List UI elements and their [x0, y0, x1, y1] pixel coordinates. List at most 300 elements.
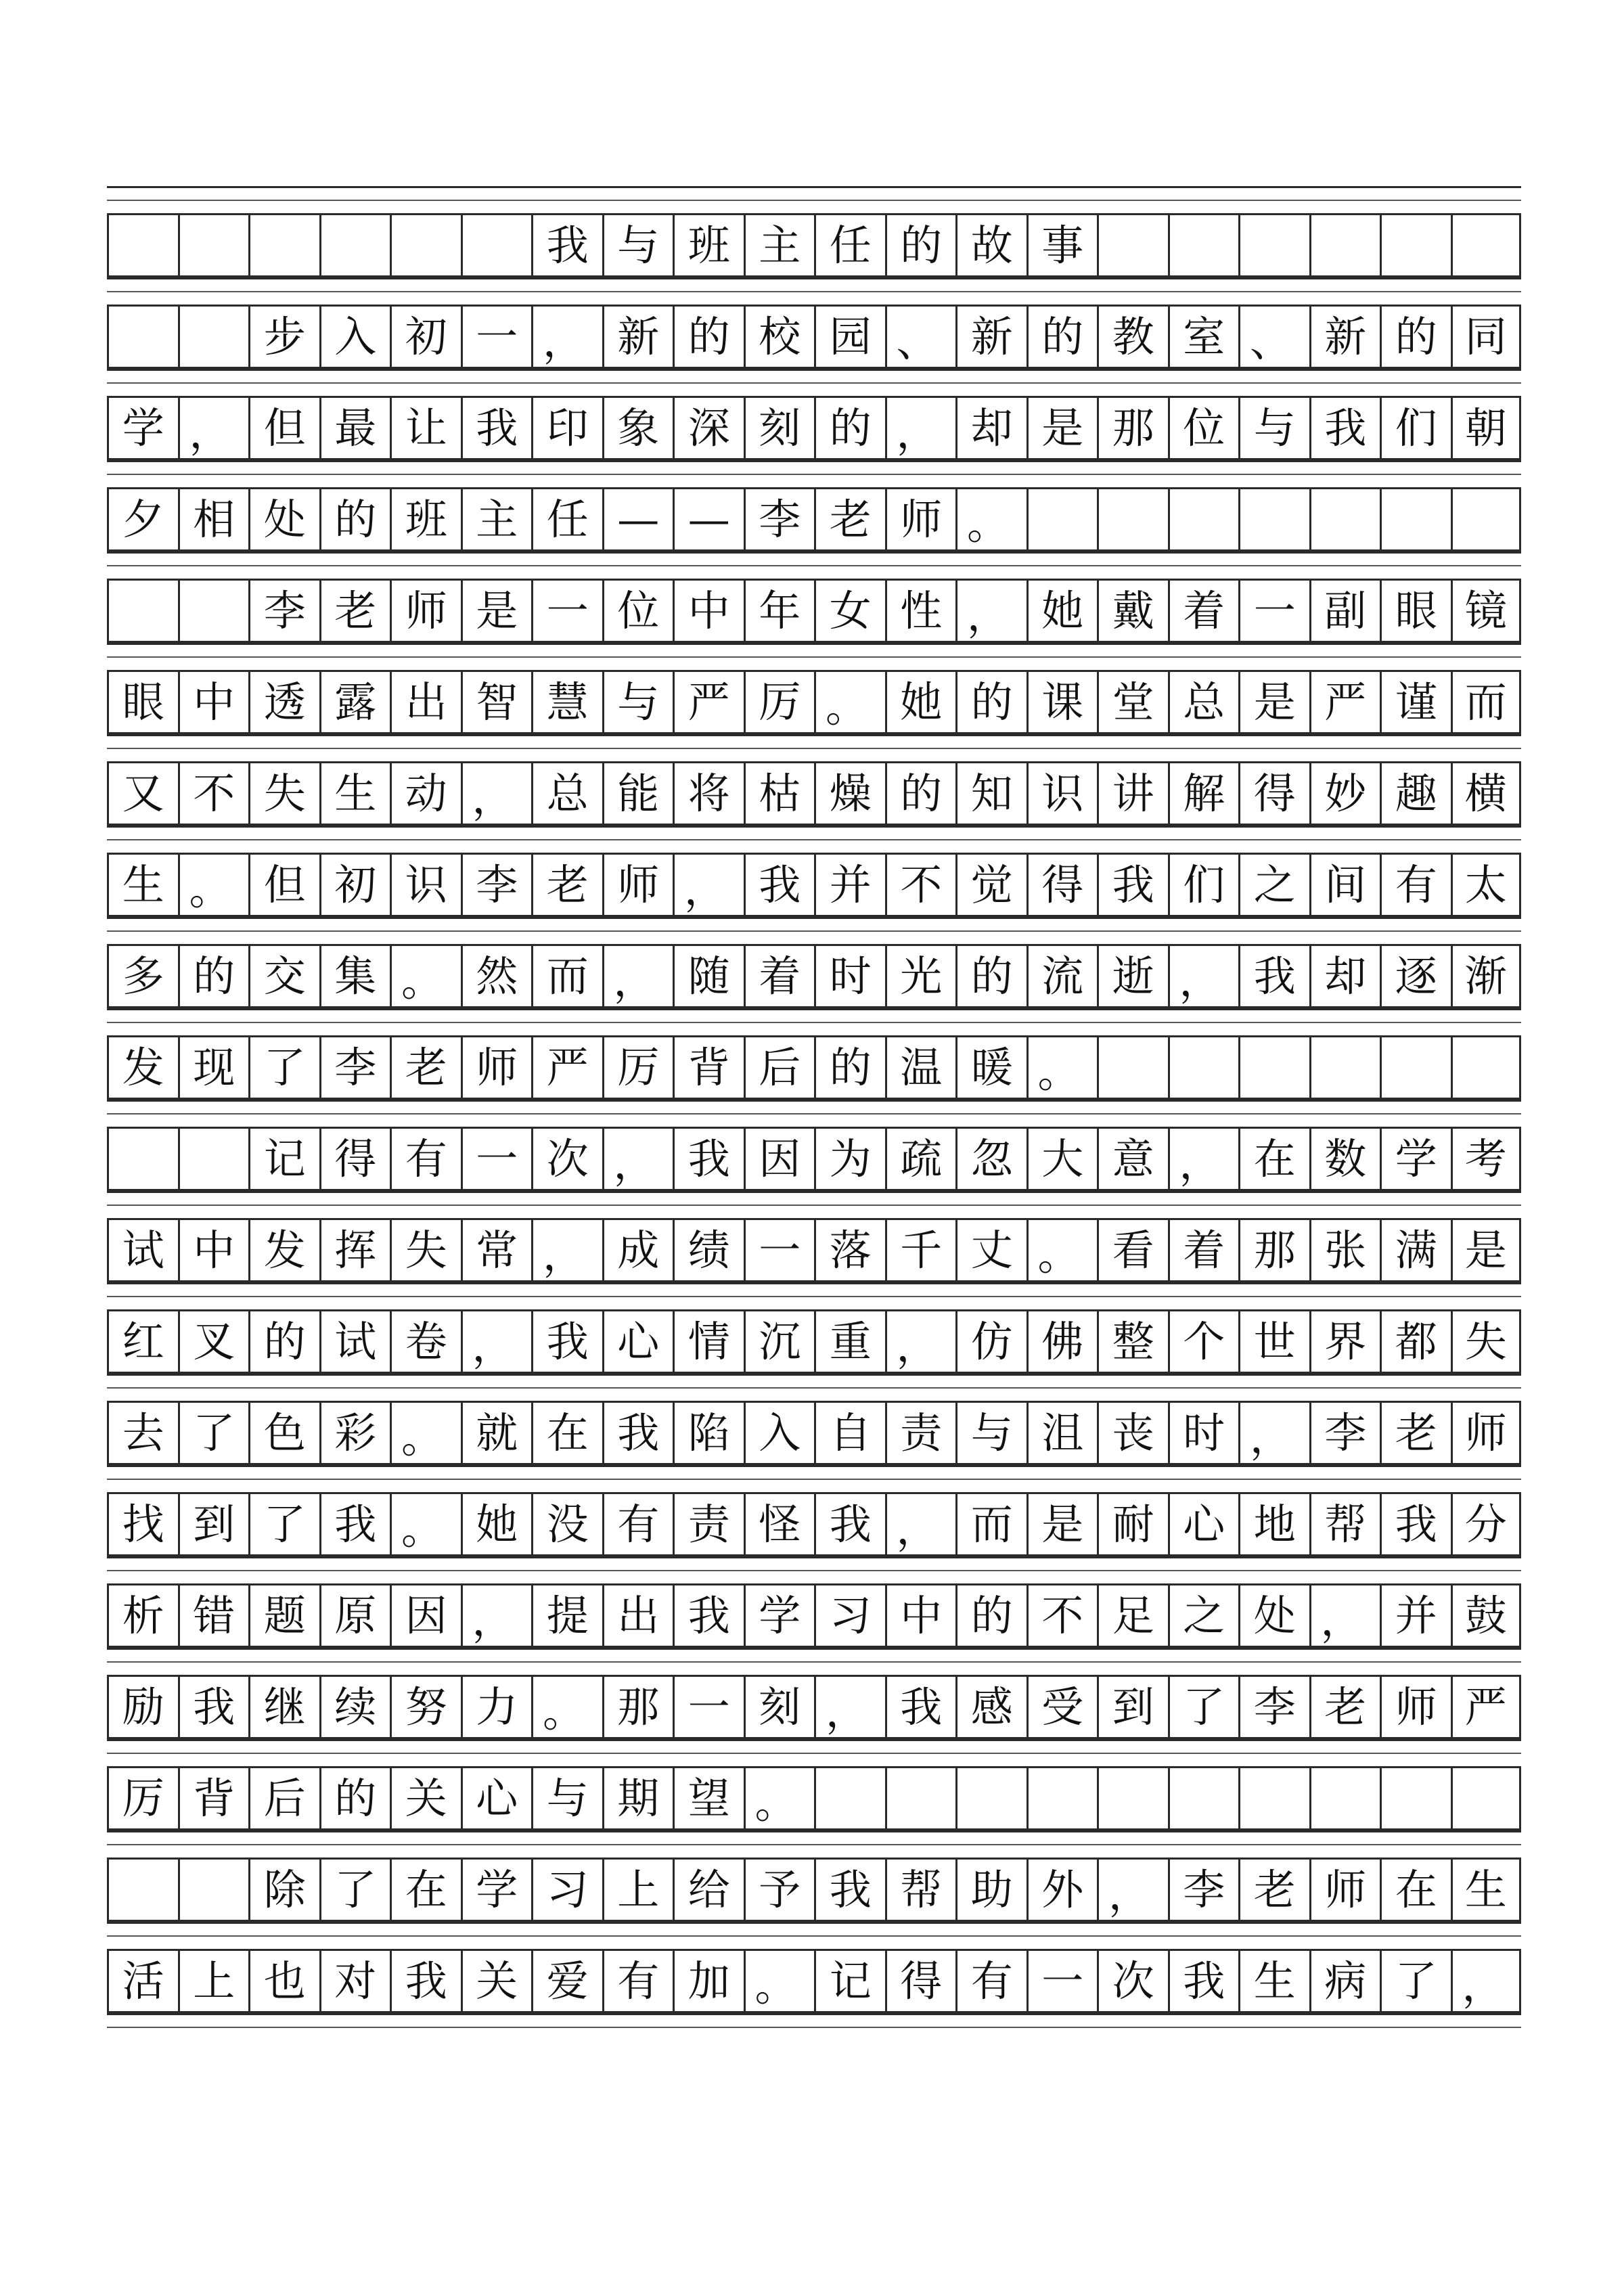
spacer-line [107, 291, 1521, 292]
grid-cell: 有 [390, 1129, 461, 1189]
grid-cell: 续 [319, 1677, 390, 1737]
grid-cell: 出 [390, 672, 461, 732]
grid-cell: 学 [1380, 1129, 1451, 1189]
grid-cell: 期 [602, 1768, 673, 1828]
grid-row [107, 1309, 1521, 1374]
grid-cell: 给 [673, 1860, 744, 1920]
grid-cell: 的 [814, 1037, 885, 1098]
grid-cell [1451, 1037, 1522, 1098]
grid-cell [1097, 489, 1168, 549]
grid-cell: 鼓 [1451, 1585, 1522, 1646]
row-spacer-band [107, 1739, 1521, 1766]
spacer-line [107, 565, 1521, 566]
grid-cell: 我 [885, 1677, 956, 1737]
grid-cell [248, 215, 319, 275]
grid-cell: 现 [178, 1037, 249, 1098]
grid-cell: 我 [1380, 1494, 1451, 1554]
grid-cell: 界 [1309, 1311, 1380, 1372]
grid-cell: 一 [1238, 581, 1309, 641]
grid-cell: 去 [107, 1403, 178, 1463]
grid-row [107, 1035, 1521, 1100]
grid-cell: ， [531, 1220, 602, 1280]
grid-cell: 位 [1168, 398, 1239, 458]
grid-cell: 。 [955, 489, 1027, 549]
spacer-line [107, 1844, 1521, 1845]
grid-cell: 的 [1027, 307, 1098, 367]
spacer-line [107, 474, 1521, 475]
grid-cell: 析 [107, 1585, 178, 1646]
grid-cell: 学 [744, 1585, 815, 1646]
spacer-line [107, 1935, 1521, 1937]
grid-cell: 关 [461, 1951, 532, 2011]
grid-cell: 整 [1097, 1311, 1168, 1372]
grid-cell: 但 [248, 855, 319, 915]
grid-cell: 。 [744, 1951, 815, 2011]
grid-cell: 然 [461, 946, 532, 1006]
grid-cell: 新 [955, 307, 1027, 367]
grid-row [107, 1492, 1521, 1556]
grid-cell: 园 [814, 307, 885, 367]
grid-cell: 在 [390, 1860, 461, 1920]
grid-cell: 情 [673, 1311, 744, 1372]
grid-cell: 次 [531, 1129, 602, 1189]
grid-cell [1238, 215, 1309, 275]
grid-cell: 初 [390, 307, 461, 367]
grid-cell: 交 [248, 946, 319, 1006]
grid-cell: 失 [248, 763, 319, 824]
grid-cell: 师 [461, 1037, 532, 1098]
grid-cell: 试 [319, 1311, 390, 1372]
grid-cell: 我 [531, 215, 602, 275]
grid-cell: 后 [744, 1037, 815, 1098]
grid-cell: 故 [955, 215, 1027, 275]
grid-cell: 多 [107, 946, 178, 1006]
spacer-line [107, 930, 1521, 932]
grid-cell: 枯 [744, 763, 815, 824]
grid-cell: 。 [744, 1768, 815, 1828]
spacer-line [107, 382, 1521, 384]
grid-cell: 发 [248, 1220, 319, 1280]
grid-row [107, 396, 1521, 460]
row-spacer-band [107, 1465, 1521, 1492]
grid-cell: 堂 [1097, 672, 1168, 732]
grid-cell: 老 [390, 1037, 461, 1098]
grid-cell: 的 [885, 763, 956, 824]
grid-cell: 严 [531, 1037, 602, 1098]
grid-cell: 却 [1309, 946, 1380, 1006]
grid-cell: 了 [319, 1860, 390, 1920]
grid-cell: ， [461, 763, 532, 824]
grid-cell [1097, 1037, 1168, 1098]
grid-cell: 助 [955, 1860, 1027, 1920]
grid-cell [1380, 1768, 1451, 1828]
grid-cell: 原 [319, 1585, 390, 1646]
grid-cell: 满 [1380, 1220, 1451, 1280]
grid-cell: 仿 [955, 1311, 1027, 1372]
grid-cell: 室 [1168, 307, 1239, 367]
grid-cell: 我 [673, 1129, 744, 1189]
grid-cell: 为 [814, 1129, 885, 1189]
grid-cell: ， [673, 855, 744, 915]
row-spacer-band [107, 917, 1521, 944]
grid-cell: 燥 [814, 763, 885, 824]
grid-cell: 教 [1097, 307, 1168, 367]
grid-cell [107, 307, 178, 367]
grid-cell: ， [1309, 1585, 1380, 1646]
grid-cell: 记 [814, 1951, 885, 2011]
grid-row [107, 1949, 1521, 2013]
grid-cell [1097, 215, 1168, 275]
grid-cell: 生 [1238, 1951, 1309, 2011]
grid-cell: 予 [744, 1860, 815, 1920]
grid-cell: 我 [319, 1494, 390, 1554]
grid-cell: 师 [885, 489, 956, 549]
grid-cell: 学 [461, 1860, 532, 1920]
grid-cell: 责 [885, 1403, 956, 1463]
grid-cell: 的 [955, 1585, 1027, 1646]
grid-cell: 与 [602, 672, 673, 732]
grid-cell: 中 [673, 581, 744, 641]
grid-cell: 受 [1027, 1677, 1098, 1737]
grid-cell: 李 [744, 489, 815, 549]
grid-cell: 在 [1380, 1860, 1451, 1920]
grid-cell: 的 [673, 307, 744, 367]
grid-cell: 却 [955, 398, 1027, 458]
grid-cell: 加 [673, 1951, 744, 2011]
grid-cell: 失 [1451, 1311, 1522, 1372]
grid-cell: 温 [885, 1037, 956, 1098]
title-row [107, 213, 1521, 277]
grid-cell: 识 [1027, 763, 1098, 824]
grid-row [107, 761, 1521, 826]
grid-cell: 的 [248, 1311, 319, 1372]
grid-cell: 入 [744, 1403, 815, 1463]
grid-cell: 我 [1309, 398, 1380, 458]
grid-cell [1027, 489, 1098, 549]
grid-cell: 与 [531, 1768, 602, 1828]
grid-cell: 了 [1380, 1951, 1451, 2011]
grid-cell: 那 [1238, 1220, 1309, 1280]
grid-cell: 之 [1168, 1585, 1239, 1646]
grid-cell: 感 [955, 1677, 1027, 1737]
grid-cell: 之 [1238, 855, 1309, 915]
grid-cell: 。 [1027, 1220, 1098, 1280]
grid-cell: 老 [531, 855, 602, 915]
grid-cell: 班 [390, 489, 461, 549]
grid-cell: 找 [107, 1494, 178, 1554]
grid-cell: 不 [178, 763, 249, 824]
grid-cell: 流 [1027, 946, 1098, 1006]
grid-cell: 帮 [885, 1860, 956, 1920]
grid-cell: 中 [178, 1220, 249, 1280]
grid-cell: ， [1097, 1860, 1168, 1920]
spacer-line [107, 1387, 1521, 1389]
grid-cell: 爱 [531, 1951, 602, 2011]
grid-cell: 性 [885, 581, 956, 641]
grid-cell: 叉 [178, 1311, 249, 1372]
grid-cell: 不 [885, 855, 956, 915]
grid-cell: 都 [1380, 1311, 1451, 1372]
grid-cell: 深 [673, 398, 744, 458]
grid-cell: 识 [390, 855, 461, 915]
grid-cell: ， [602, 946, 673, 1006]
grid-row [107, 1858, 1521, 1922]
grid-cell: 我 [602, 1403, 673, 1463]
grid-cell: ， [178, 398, 249, 458]
grid-cell: 考 [1451, 1129, 1522, 1189]
grid-cell: 并 [814, 855, 885, 915]
grid-cell: 师 [1380, 1677, 1451, 1737]
grid-cell [319, 215, 390, 275]
grid-cell: 到 [178, 1494, 249, 1554]
grid-cell: 。 [1027, 1037, 1098, 1098]
grid-cell: 中 [178, 672, 249, 732]
grid-cell: 彩 [319, 1403, 390, 1463]
grid-cell: 学 [107, 398, 178, 458]
grid-cell [814, 1768, 885, 1828]
grid-cell: 怪 [744, 1494, 815, 1554]
grid-cell [1380, 489, 1451, 549]
grid-cell: 责 [673, 1494, 744, 1554]
grid-cell: 丧 [1097, 1403, 1168, 1463]
grid-cell: 我 [1238, 946, 1309, 1006]
grid-cell: 因 [390, 1585, 461, 1646]
grid-cell: 李 [248, 581, 319, 641]
grid-cell: 我 [178, 1677, 249, 1737]
row-spacer-band [107, 734, 1521, 761]
grid-cell: 得 [319, 1129, 390, 1189]
grid-cell: 在 [1238, 1129, 1309, 1189]
grid-cell: 任 [531, 489, 602, 549]
grid-cell: 佛 [1027, 1311, 1098, 1372]
grid-cell: 印 [531, 398, 602, 458]
grid-cell: 。 [814, 672, 885, 732]
row-spacer-band [107, 1922, 1521, 1949]
grid-cell: 眼 [107, 672, 178, 732]
grid-row [107, 1127, 1521, 1191]
grid-cell: ， [814, 1677, 885, 1737]
grid-cell: 了 [248, 1037, 319, 1098]
grid-cell: 校 [744, 307, 815, 367]
spacer-line [107, 1661, 1521, 1663]
writing-grid [107, 186, 1521, 2092]
grid-cell: 镜 [1451, 581, 1522, 641]
grid-cell: 提 [531, 1585, 602, 1646]
grid-cell: 处 [248, 489, 319, 549]
grid-row [107, 1675, 1521, 1739]
grid-cell: 相 [178, 489, 249, 549]
grid-cell [1238, 489, 1309, 549]
grid-cell: 李 [461, 855, 532, 915]
grid-cell: 也 [248, 1951, 319, 2011]
grid-cell: 病 [1309, 1951, 1380, 2011]
grid-cell: 随 [673, 946, 744, 1006]
grid-cell: 着 [1168, 581, 1239, 641]
grid-cell: 老 [319, 581, 390, 641]
grid-cell: 讲 [1097, 763, 1168, 824]
grid-cell: 副 [1309, 581, 1380, 641]
grid-cell [885, 1768, 956, 1828]
grid-cell: 关 [390, 1768, 461, 1828]
grid-cell: 的 [178, 946, 249, 1006]
grid-cell: 自 [814, 1403, 885, 1463]
grid-cell: 沮 [1027, 1403, 1098, 1463]
grid-cell: 次 [1097, 1951, 1168, 2011]
grid-cell: 成 [602, 1220, 673, 1280]
grid-cell: 一 [531, 581, 602, 641]
grid-cell: 红 [107, 1311, 178, 1372]
grid-cell: 的 [319, 1768, 390, 1828]
grid-cell: 暖 [955, 1037, 1027, 1098]
grid-cell [461, 215, 532, 275]
grid-cell: 一 [744, 1220, 815, 1280]
spacer-line [107, 1022, 1521, 1023]
grid-cell: 得 [1027, 855, 1098, 915]
grid-row [107, 1218, 1521, 1282]
grid-cell: 但 [248, 398, 319, 458]
grid-cell: 总 [1168, 672, 1239, 732]
grid-cell: 们 [1380, 398, 1451, 458]
grid-cell: 是 [1238, 672, 1309, 732]
grid-cell: 心 [1168, 1494, 1239, 1554]
spacer-line [107, 1113, 1521, 1115]
grid-cell: 努 [390, 1677, 461, 1737]
grid-cell: 眼 [1380, 581, 1451, 641]
grid-cell: 间 [1309, 855, 1380, 915]
grid-cell: 千 [885, 1220, 956, 1280]
row-spacer-band [107, 277, 1521, 305]
grid-cell: 。 [390, 1403, 461, 1463]
grid-cell: ， [1238, 1403, 1309, 1463]
grid-cell: 厉 [744, 672, 815, 732]
grid-cell: 我 [1168, 1951, 1239, 2011]
grid-cell: 背 [178, 1768, 249, 1828]
grid-cell: 卷 [390, 1311, 461, 1372]
grid-cell: 没 [531, 1494, 602, 1554]
row-spacer-band [107, 1008, 1521, 1035]
grid-cell [107, 1860, 178, 1920]
grid-cell: 着 [1168, 1220, 1239, 1280]
grid-cell: 妙 [1309, 763, 1380, 824]
grid-cell [1451, 1768, 1522, 1828]
grid-cell: 她 [1027, 581, 1098, 641]
grid-cell: 同 [1451, 307, 1522, 367]
grid-cell: 张 [1309, 1220, 1380, 1280]
grid-cell [1451, 489, 1522, 549]
grid-cell: 疏 [885, 1129, 956, 1189]
grid-cell: 与 [955, 1403, 1027, 1463]
grid-cell: 老 [1309, 1677, 1380, 1737]
grid-cell: 有 [955, 1951, 1027, 2011]
grid-cell: 李 [1238, 1677, 1309, 1737]
grid-cell: 入 [319, 307, 390, 367]
grid-cell: 。 [531, 1677, 602, 1737]
grid-cell: 绩 [673, 1220, 744, 1280]
grid-cell: 外 [1027, 1860, 1098, 1920]
grid-cell: 忽 [955, 1129, 1027, 1189]
grid-cell: 着 [744, 946, 815, 1006]
row-spacer-band [107, 1556, 1521, 1583]
grid-cell: 。 [390, 1494, 461, 1554]
grid-cell: 最 [319, 398, 390, 458]
grid-cell: 我 [744, 855, 815, 915]
grid-cell: 得 [885, 1951, 956, 2011]
grid-cell: 严 [1451, 1677, 1522, 1737]
grid-cell: 让 [390, 398, 461, 458]
grid-cell: 、 [1238, 307, 1309, 367]
grid-cell: 厉 [602, 1037, 673, 1098]
grid-cell: 智 [461, 672, 532, 732]
grid-cell: 落 [814, 1220, 885, 1280]
row-spacer-band [107, 1191, 1521, 1218]
grid-cell: 就 [461, 1403, 532, 1463]
grid-cell: 心 [461, 1768, 532, 1828]
grid-cell: 一 [1027, 1951, 1098, 2011]
grid-cell: 而 [1451, 672, 1522, 732]
grid-cell: 到 [1097, 1677, 1168, 1737]
grid-cell: 初 [319, 855, 390, 915]
grid-cell: 有 [602, 1951, 673, 2011]
grid-cell: 透 [248, 672, 319, 732]
grid-cell: 班 [673, 215, 744, 275]
spacer-line [107, 748, 1521, 749]
grid-cell: 动 [390, 763, 461, 824]
row-spacer-band [107, 552, 1521, 579]
grid-cell: 错 [178, 1585, 249, 1646]
grid-cell: 常 [461, 1220, 532, 1280]
grid-cell: 与 [602, 215, 673, 275]
grid-cell: 上 [178, 1951, 249, 2011]
row-spacer-band [107, 369, 1521, 396]
grid-cell: 。 [178, 855, 249, 915]
grid-cell: 她 [461, 1494, 532, 1554]
grid-cell [178, 307, 249, 367]
grid-cell: 得 [1238, 763, 1309, 824]
grid-cell: 丈 [955, 1220, 1027, 1280]
grid-cell: 中 [885, 1585, 956, 1646]
grid-cell [390, 215, 461, 275]
grid-cell: 上 [602, 1860, 673, 1920]
grid-cell: 大 [1027, 1129, 1098, 1189]
grid-cell [178, 1860, 249, 1920]
grid-cell: 是 [461, 581, 532, 641]
grid-cell: 背 [673, 1037, 744, 1098]
spacer-line [107, 1753, 1521, 1754]
grid-cell [178, 215, 249, 275]
grid-cell: 是 [1451, 1220, 1522, 1280]
grid-cell: 记 [248, 1129, 319, 1189]
grid-cell: 。 [390, 946, 461, 1006]
grid-cell: — [673, 489, 744, 549]
grid-cell [107, 581, 178, 641]
grid-cell: 师 [602, 855, 673, 915]
grid-cell: 时 [814, 946, 885, 1006]
grid-cell: 的 [814, 398, 885, 458]
grid-cell: 女 [814, 581, 885, 641]
grid-cell: 我 [673, 1585, 744, 1646]
grid-cell: 色 [248, 1403, 319, 1463]
grid-cell: 我 [814, 1860, 885, 1920]
grid-cell [1309, 1768, 1380, 1828]
grid-cell: 课 [1027, 672, 1098, 732]
grid-cell: 解 [1168, 763, 1239, 824]
grid-cell: 继 [248, 1677, 319, 1737]
grid-cell: 除 [248, 1860, 319, 1920]
grid-cell: 处 [1238, 1585, 1309, 1646]
grid-cell: 看 [1097, 1220, 1168, 1280]
grid-cell: 个 [1168, 1311, 1239, 1372]
row-spacer-band [107, 826, 1521, 853]
